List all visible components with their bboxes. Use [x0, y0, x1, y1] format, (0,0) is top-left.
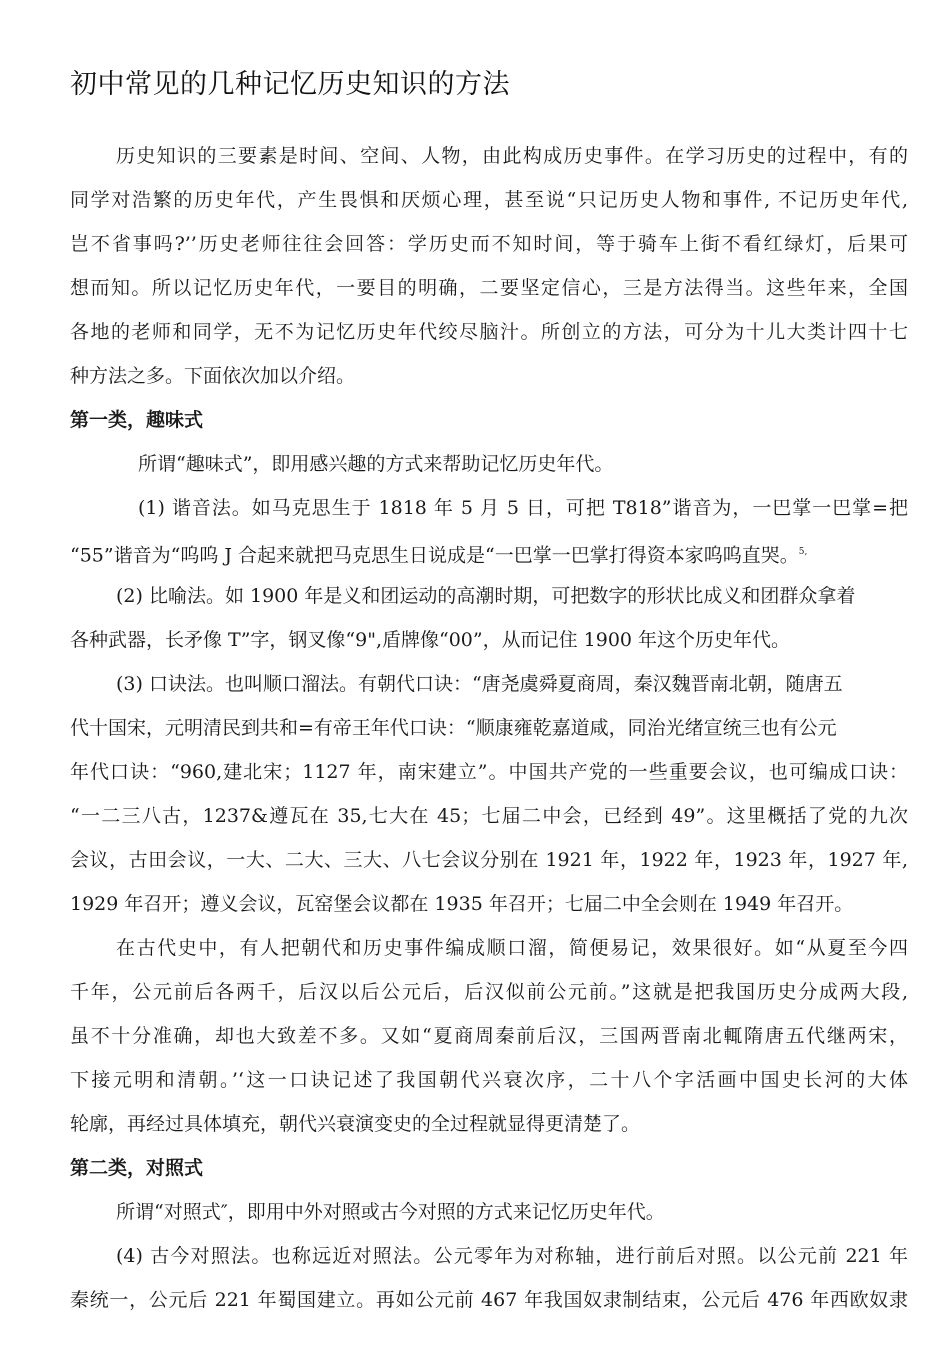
section-heading-2: 第二类，对照式: [70, 1157, 204, 1179]
paragraph-line: 在古代史中，有人把朝代和历史事件编成顺口溜，简便易记，效果很好。如“从夏至今四: [116, 937, 908, 959]
intro-paragraph: [70, 140, 908, 404]
method-line: (3) 口诀法。也叫顺口溜法。有朝代口诀：“唐尧虞舜夏商周，秦汉魏晋南北朝，随唐五: [116, 673, 843, 695]
intro-line: 种方法之多。下面依次加以介绍。: [70, 365, 356, 387]
method-line: 各种武器，长矛像 T”字，钢叉像“9",盾牌像“00”，从而记住 1900 年这个历史年代。: [70, 629, 791, 651]
paragraph-line: 千年，公元前后各两千，后汉以后公元后，后汉似前公元前。”这就是把我国历史分成两大段,: [70, 981, 908, 1003]
paragraph-line: 轮廓，再经过具体填充，朝代兴衰演变史的全过程就显得更清楚了。: [70, 1113, 641, 1135]
section1-definition: 所谓“趣味式”，即用感兴趣的方式来帮助记忆历史年代。: [138, 453, 614, 475]
method-line-text: “55”谐音为“呜呜 J 合起来就把马克思生日说成是“一巴掌一巴掌打得资本家呜呜直哭。: [70, 544, 799, 567]
document-title: 初中常见的几种记忆历史知识的方法: [70, 69, 510, 100]
intro-line: 各地的老师和同学，无不为记忆历史年代绞尽脑汁。所创立的方法，可分为十儿大类计四十七: [70, 321, 908, 343]
method-line: 秦统一，公元后 221 年蜀国建立。再如公元前 467 年我国奴隶制结束，公元后 476 年西欧奴隶: [70, 1289, 908, 1311]
section2-definition: 所谓“对照式″，即用中外对照或古今对照的方式来记忆历史年代。: [116, 1201, 665, 1223]
method-line: “一二三八古，1237&遵瓦在 35,七大在 45；七届二中会，已经到 49”。这里概括了党的九次: [70, 805, 908, 827]
ancient-history-paragraph: [70, 932, 908, 1152]
method-4-paragraph: [70, 1240, 908, 1328]
document-body: [70, 140, 908, 1328]
intro-line: 同学对浩繁的历史年代，产生畏惧和厌烦心理，甚至说“只记历史人物和事件, 不记历史年代,: [70, 189, 908, 211]
method-line: 会议，古田会议，一大、二大、三大、八七会议分别在 1921 年，1922 年，1923 年，1927 年,: [70, 849, 908, 871]
method-line: (4) 古今对照法。也称远近对照法。公元零年为对称轴，进行前后对照。以公元前 221 年: [116, 1245, 908, 1267]
intro-line: 想而知。所以记忆历史年代，一要目的明确，二要坚定信心，三是方法得当。这些年来，全国: [70, 277, 908, 299]
method-line: 代十国宋，元明清民到共和=有帝王年代口诀：“顺康雍乾嘉道咸，同治光绪宣统三也有公元: [70, 717, 837, 739]
intro-line: 岂不省事吗?’’历史老师往往会回答：学历史而不知时间，等于骑车上街不看红绿灯，后果可: [70, 233, 908, 255]
method-3-paragraph: [70, 668, 908, 932]
footnote-mark: 5,: [798, 547, 808, 557]
method-line: (1) 谐音法。如马克思生于 1818 年 5 月 5 日，可把 T818”谐音为，一巴掌一巴掌=把: [138, 497, 908, 519]
intro-line: 历史知识的三要素是时间、空间、人物，由此构成历史事件。在学习历史的过程中，有的: [116, 145, 908, 167]
method-2-paragraph: [70, 580, 908, 668]
method-1-paragraph: [70, 492, 908, 580]
method-line: (2) 比喻法。如 1900 年是义和团运动的高潮时期，可把数字的形状比成义和团群众拿着: [116, 585, 856, 607]
method-line: [70, 536, 908, 580]
method-line: 年代口诀：“960,建北宋；1127 年，南宋建立”。中国共产党的一些重要会议，也可编成口诀：: [70, 761, 908, 783]
section-heading-1: 第一类，趣味式: [70, 409, 204, 431]
method-line: 1929 年召开；遵义会议，瓦窑堡会议都在 1935 年召开；七届二中全会则在 1949 年召开。: [70, 893, 854, 915]
paragraph-line: 虽不十分准确，却也大致差不多。又如“夏商周秦前后汉，三国两晋南北輒隋唐五代继两宋，: [70, 1025, 908, 1047]
paragraph-line: 下接元明和清朝。’‘这一口诀记述了我国朝代兴衰次序，二十八个字活画中国史长河的大体: [70, 1069, 908, 1091]
